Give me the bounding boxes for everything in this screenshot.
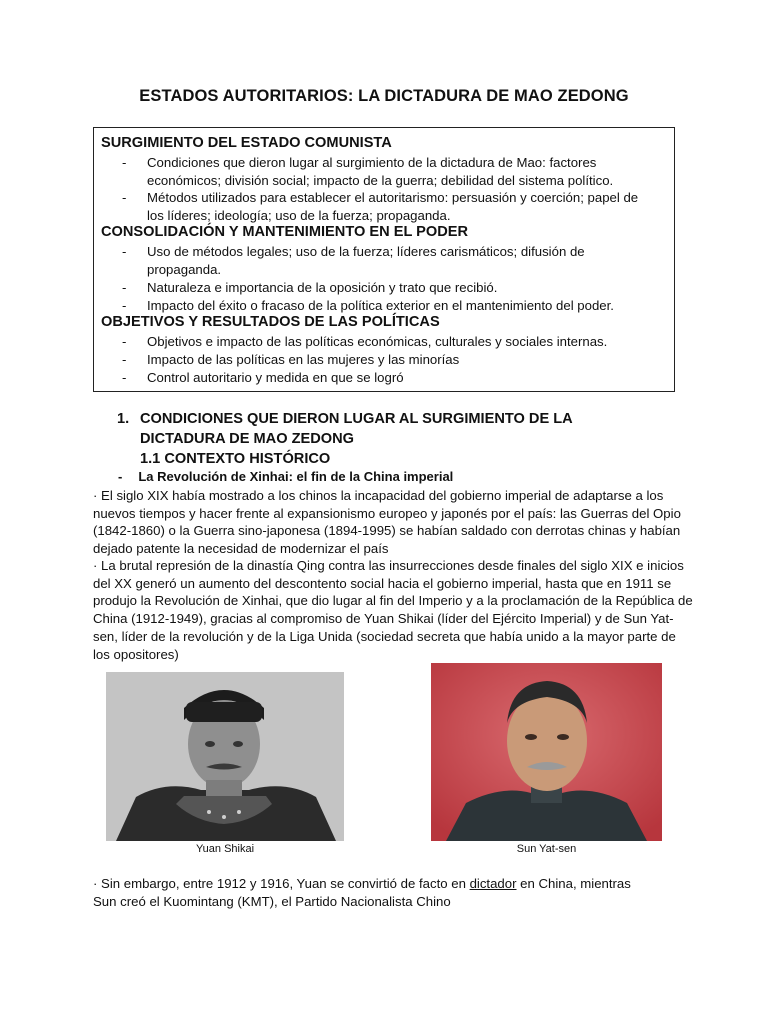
box-item: - Uso de métodos legales; uso de la fuerza; líderes carismáticos; difusión de propaganda. [122, 244, 585, 277]
box-item: - Control autoritario y medida en que se logró [122, 370, 404, 385]
box-heading-2: CONSOLIDACIÓN Y MANTENIMIENTO EN EL PODER [101, 224, 469, 240]
box-item: - Impacto del éxito o fracaso de la política exterior en el mantenimiento del poder. [122, 298, 614, 313]
caption-yuan-shikai: Yuan Shikai [195, 843, 255, 855]
subsection-heading: - La Revolución de Xinhai: el fin de la China imperial [118, 469, 454, 484]
paragraph-3: · Sin embargo, entre 1912 y 1916, Yuan se convirtió de facto en dictador en China, mientras Sun creó el Kuomintang (KMT), el Partido Nacionalista Chino [93, 876, 631, 909]
paragraph-1: · El siglo XIX había mostrado a los chinos la incapacidad del gobierno imperial de adaptarse a los nuevos tiempos y hacer frente al expansionismo europeo y japonés por el país: las Guerras del Opio (1842-1860) o la Guerra sino-japonesa (1894-1995) se habían saldado con derrotas chinas y habían dejado patente la necesidad de modernizar el país [93, 488, 681, 557]
box-heading-3: OBJETIVOS Y RESULTADOS DE LAS POLÍTICAS [101, 314, 440, 330]
paragraph-2: · La brutal represión de la dinastía Qing contra las insurrecciones desde finales del siglo XIX e inicios del XX generó un aumento del descontento social hacia el gobierno imperial, hasta que en 1911 se produjo la Revolución de Xinhai, que dio lugar al fin del Imperio y a la proclamación de la República de China (1912-1949), gracias al compromiso de Yuan Shikai (líder del Ejército Imperial) y de Sun Yat-sen, líder de la revolución y de la Liga Unida (sociedad secreta que había unido a la mayor parte de los opositores) [93, 558, 693, 662]
caption-sun-yat-sen: Sun Yat-sen [516, 843, 577, 855]
dictador-link[interactable]: dictador [469, 876, 517, 891]
document-title: ESTADOS AUTORITARIOS: LA DICTADURA DE MAO ZEDONG [139, 87, 629, 105]
sun-yat-sen-photo [431, 663, 662, 841]
box-item: - Métodos utilizados para establecer el autoritarismo: persuasión y coerción; papel de los líderes; ideología; uso de la fuerza; propaganda. [122, 190, 639, 223]
portrait-illustration [106, 672, 344, 841]
portrait-illustration [431, 663, 662, 841]
box-item: - Naturaleza e importancia de la oposición y trato que recibió. [122, 280, 498, 295]
box-item: - Impacto de las políticas en las mujeres y las minorías [122, 352, 460, 367]
section-heading: 1. CONDICIONES QUE DIERON LUGAR AL SURGIMIENTO DE LA DICTADURA DE MAO ZEDONG 1.1 CONTEXTO HISTÓRICO [117, 411, 573, 467]
box-item: - Objetivos e impacto de las políticas económicas, culturales y sociales internas. [122, 334, 608, 349]
yuan-shikai-photo [106, 672, 344, 841]
box-item: - Condiciones que dieron lugar al surgimiento de la dictadura de Mao: factores económicos; división social; impacto de la guerra; debilidad del sistema político. [122, 155, 614, 188]
syllabus-box [93, 127, 675, 392]
box-heading-1: SURGIMIENTO DEL ESTADO COMUNISTA [101, 135, 392, 151]
